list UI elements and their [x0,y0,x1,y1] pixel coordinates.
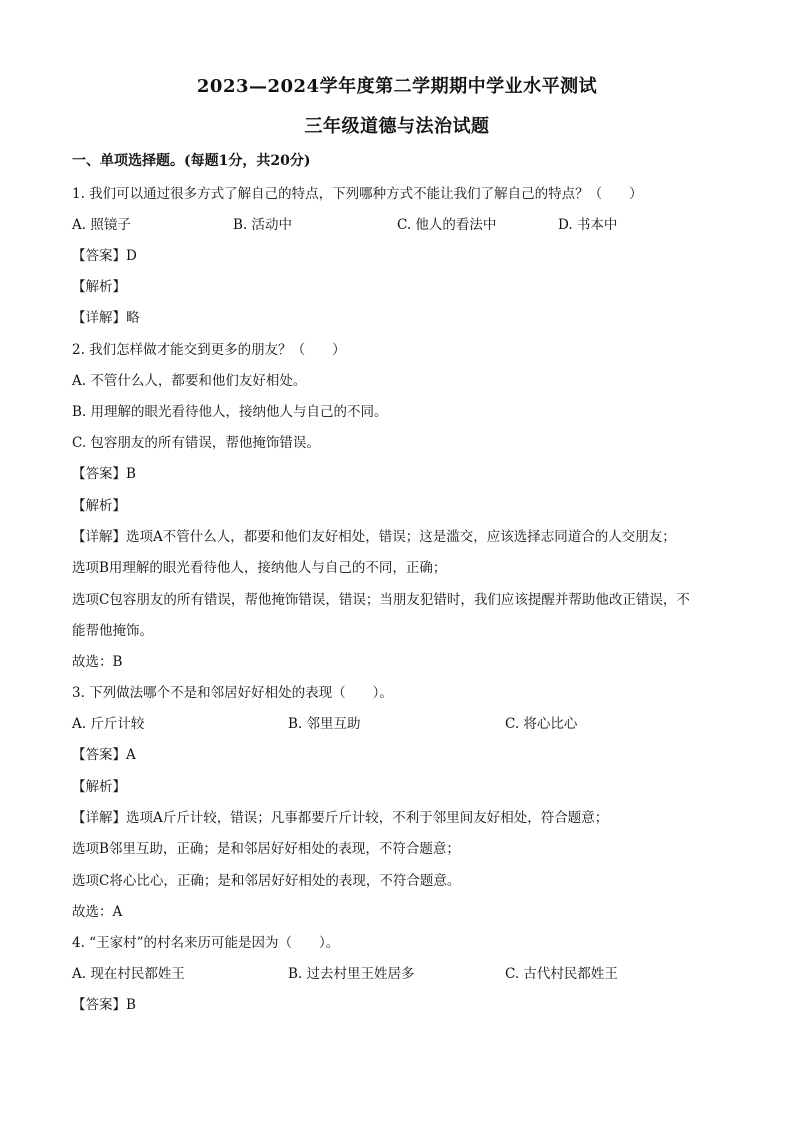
q2-conclusion: 故选：B [72,654,123,670]
q4-answer: 【答案】B [72,997,136,1013]
question-1-stem: 1. 我们可以通过很多方式了解自己的特点，下列哪种方式不能让我们了解自己的特点？（ ） [72,186,643,202]
q3-analysis: 【解析】 [72,779,126,795]
q2-answer: 【答案】B [72,466,136,482]
section-heading: 一、单项选择题。(每题1分，共20分) [72,153,311,169]
q3-option-a: A. 斤斤计较 [72,716,145,732]
q3-detail-line-2: 选项B邻里互助，正确；是和邻居好好相处的表现，不符合题意； [72,841,460,857]
question-4-stem: 4. “王家村”的村名来历可能是因为（ ）。 [72,935,340,951]
q2-option-c: C. 包容朋友的所有错误，帮他掩饰错误。 [72,435,320,451]
q3-option-b: B. 邻里互助 [288,716,361,732]
q2-detail-line-1: 【详解】选项A不管什么人，都要和他们友好相处，错误；这是滥交，应该选择志同道合的人交朋友； [72,529,676,545]
q2-detail-line-4: 能帮他掩饰。 [72,623,153,639]
q2-detail-line-2: 选项B用理解的眼光看待他人，接纳他人与自己的不同，正确； [72,560,447,576]
q3-conclusion: 故选：A [72,904,123,920]
q1-detail: 【详解】略 [72,310,140,326]
exam-title: 2023—2024学年度第二学期期中学业水平测试 [196,76,598,97]
q4-option-b: B. 过去村里王姓居多 [288,966,415,982]
q1-option-d: D. 书本中 [558,217,618,233]
q3-detail-line-1: 【详解】选项A斤斤计较，错误；凡事都要斤斤计较，不利于邻里间友好相处，符合题意； [72,810,609,826]
q3-detail-line-3: 选项C将心比心，正确；是和邻居好好相处的表现，不符合题意。 [72,873,461,889]
q1-option-a: A. 照镜子 [72,217,131,233]
q1-analysis: 【解析】 [72,279,126,295]
q2-analysis: 【解析】 [72,498,126,514]
q4-option-a: A. 现在村民都姓王 [72,966,185,982]
q2-detail-line-3: 选项C包容朋友的所有错误，帮他掩饰错误，错误；当朋友犯错时，我们应该提醒并帮助他改正错误，不 [72,592,690,608]
q2-option-a: A. 不管什么人，都要和他们友好相处。 [72,373,307,389]
question-3-stem: 3. 下列做法哪个不是和邻居好好相处的表现（ ）。 [72,685,393,701]
exam-subtitle: 三年级道德与法治试题 [304,116,490,137]
q3-answer: 【答案】A [72,747,136,763]
question-2-stem: 2. 我们怎样做才能交到更多的朋友？（ ） [72,342,346,358]
q1-answer: 【答案】D [72,248,137,264]
q1-option-b: B. 活动中 [233,217,293,233]
q4-option-c: C. 古代村民都姓王 [505,966,618,982]
q1-option-c: C. 他人的看法中 [397,217,497,233]
q3-option-c: C. 将心比心 [505,716,578,732]
q2-option-b: B. 用理解的眼光看待他人，接纳他人与自己的不同。 [72,404,388,420]
